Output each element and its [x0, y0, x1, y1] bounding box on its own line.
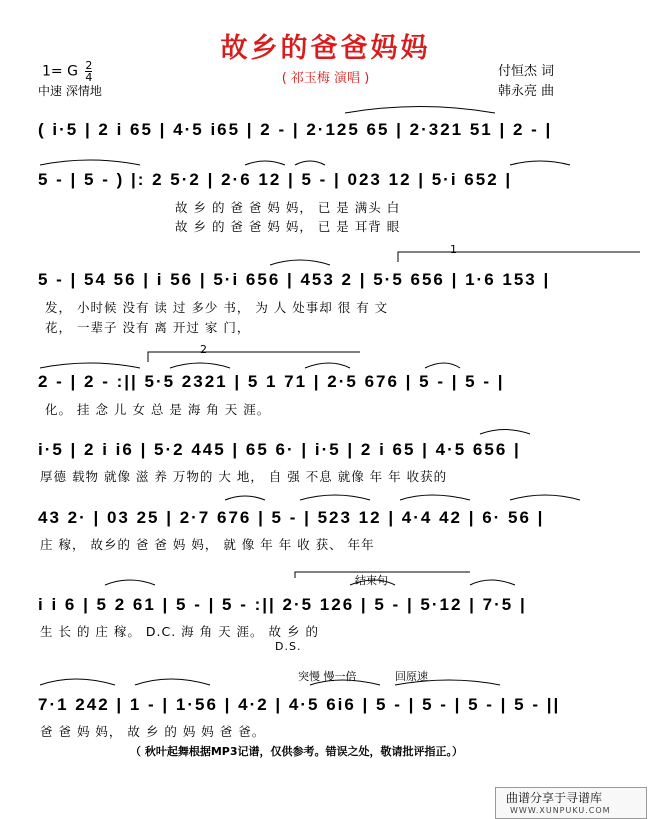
lyric-row-7-ds: D.S. — [275, 640, 302, 653]
end-phrase-label: 结束句 — [355, 574, 388, 587]
lyric-row-5-verse-1: 厚德 载物 就像 滋 养 万物的 大 地， 自 强 不息 就像 年 年 收获的 — [40, 469, 448, 484]
notation-row-6: 43 2· | 03 25 | 2·7 676 | 5 - | 523 12 | 4·4 42 | 6· 56 | — [38, 508, 545, 527]
watermark-url: WWW.XUNPUKU.COM — [510, 806, 611, 815]
time-sig-bottom: 4 — [85, 71, 93, 84]
lyric-row-2-verse-2: 故 乡 的 爸 爸 妈 妈， 已 是 耳背 眼 — [175, 219, 401, 234]
singer-credit: ( 祁玉梅 演唱 ) — [281, 71, 370, 86]
notation-row-8: 7·1 242 | 1 - | 1·56 | 4·2 | 4·5 6i6 | 5 - | 5 - | 5 - | 5 - || — [38, 695, 561, 714]
watermark-text: 曲谱分享于寻谱库 — [506, 791, 603, 805]
tempo-marking: 中速 深情地 — [38, 84, 102, 98]
lyricist-credit: 付恒杰 词 — [498, 64, 555, 79]
lyric-row-3-verse-2: 花， 一辈子 没有 离 开过 家 门， — [45, 320, 251, 335]
lyric-row-4-verse-1: 化。 挂 念 儿 女 总 是 海 角 天 涯。 — [45, 402, 271, 417]
lyric-row-8-verse-1: 爸 爸 妈 妈， 故 乡 的 妈 妈 爸 爸。 — [40, 724, 266, 739]
volta-1-label: 1 — [450, 243, 457, 256]
a-tempo-label: 回原速 — [395, 670, 428, 683]
song-title: 故乡的爸爸妈妈 — [220, 33, 431, 64]
notation-row-5: i·5 | 2 i i6 | 5·2 445 | 65 6· | i·5 | 2 i 65 | 4·5 656 | — [38, 440, 521, 459]
lyric-row-2-verse-1: 故 乡 的 爸 爸 妈 妈， 已 是 满头 白 — [175, 200, 401, 215]
composer-credit: 韩永亮 曲 — [498, 84, 555, 99]
notation-row-4: 2 - | 2 - :|| 5·5 2321 | 5 1 71 | 2·5 676 | 5 - | 5 - | — [38, 372, 505, 391]
notation-row-1: ( i·5 | 2 i 65 | 4·5 i65 | 2 - | 2·125 65 | 2·321 51 | 2 - | — [38, 120, 553, 139]
key-label: 1= G — [42, 63, 78, 80]
volta-2-label: 2 — [200, 343, 207, 356]
time-sig-top: 2 — [85, 59, 93, 72]
lyric-row-3-verse-1: 发， 小时候 没有 读 过 多少 书， 为 人 处事却 很 有 文 — [45, 300, 389, 315]
lyric-row-7-verse-1: 生 长 的 庄 稼。 D.C. 海 角 天 涯。 故 乡 的 — [40, 624, 319, 639]
notation-row-2: 5 - | 5 - ) |: 2 5·2 | 2·6 12 | 5 - | 023 12 | 5·i 652 | — [38, 170, 513, 189]
notation-row-3: 5 - | 54 56 | i 56 | 5·i 656 | 453 2 | 5·5 656 | 1·6 153 | — [38, 270, 551, 289]
slow-tempo-label: 突慢 慢一倍 — [298, 670, 357, 683]
transcription-note: （ 秋叶起舞根据MP3记谱，仅供参考。错误之处，敬请批评指正。） — [130, 745, 463, 758]
notation-row-7: i i 6 | 5 2 61 | 5 - | 5 - :|| 2·5 126 | 5 - | 5·12 | 7·5 | — [38, 595, 527, 614]
lyric-row-6-verse-1: 庄 稼， 故乡的 爸 爸 妈 妈， 就 像 年 年 收 获、 年年 — [40, 537, 375, 552]
